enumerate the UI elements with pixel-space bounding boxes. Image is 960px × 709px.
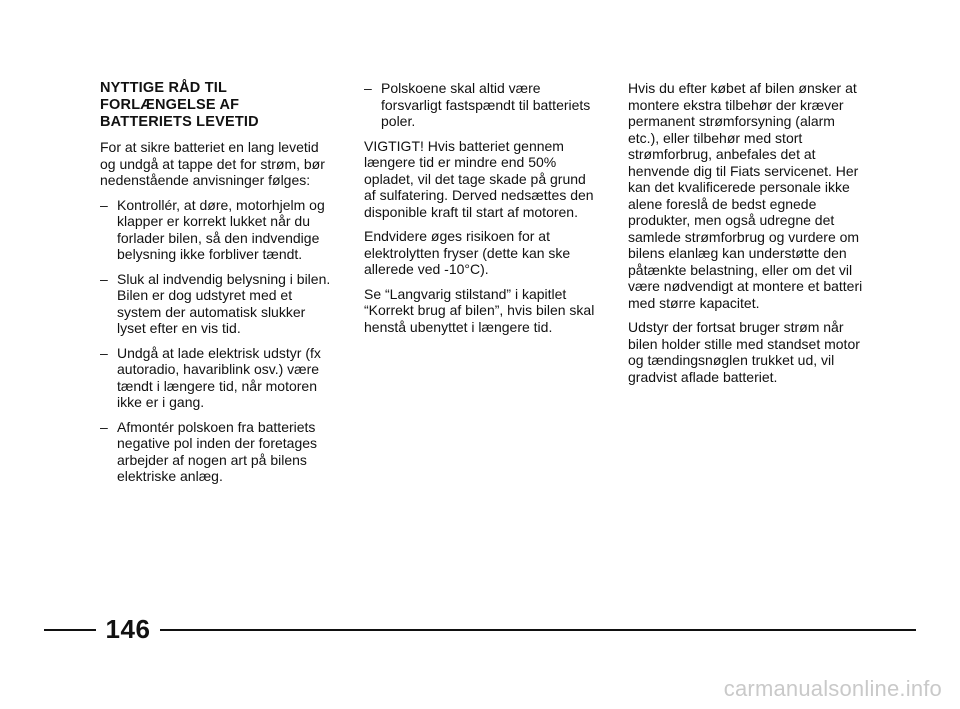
freeze-risk-paragraph: Endvidere øges risikoen for at elektrolytten fryser (dette kan ske allerede ved -10°C). [364,228,571,277]
list-item [364,80,600,130]
dash-bullet: – [100,270,108,287]
dash-bullet: – [100,344,108,361]
accessory-paragraph: Hvis du efter købet af bilen ønsker at montere ekstra tilbehør der kræver permanent strømforsyning (alarm etc.), eller tilbehør med stort strømforbrug, anbefales det at henvende dig til Fiats servicenet. Her kan det kvalificerede personale ikke alene foreslå de bedst egnede produkter, men også udregne det samlede strømforbrug og vurdere om bilens elanlæg kan understøtte den påtænkte belastning, eller om det vil være nødvendigt at montere et batteri med større kapacitet. [628,80,863,311]
section-heading: NYTTIGE RÅD TIL FORLÆNGELSE AF BATTERIETS LEVETID [100,80,259,130]
list-item [100,197,332,263]
page-number: 146 [105,614,151,644]
storage-reference-paragraph: Se “Langvarig stilstand” i kapitlet “Korrekt brug af bilen”, hvis bilen skal henstå ubenyttet i længere tid. [364,285,595,335]
footer-rule-right [160,629,916,631]
list-item [100,419,332,485]
list-item-text: Polskoene skal altid være forsvarligt fastspændt til batteriets poler. [381,80,591,129]
list-item-text: Kontrollér, at døre, motorhjelm og klapper er korrekt lukket når du forlader bilen, så den indvendige belysning ikke forbliver tændt. [117,196,325,262]
discharge-paragraph: Udstyr der fortsat bruger strøm når bilen holder stille med standset motor og tændingsnøglen trukket ud, vil gradvist aflade batteriet. [628,319,860,385]
list-item-text: Undgå at lade elektrisk udstyr (fx autoradio, havariblink osv.) være tændt i længere tid, når motoren ikke er i gang. [117,344,321,410]
dash-bullet: – [100,196,108,213]
watermark: carmanualsonline.info [723,676,942,701]
middle-column [364,80,600,343]
advice-list [100,197,332,485]
list-item-text: Afmontér polskoen fra batteriets negative pol inden der foretages arbejder af nogen art på bilens elektriske anlæg. [117,418,318,484]
left-column [100,80,332,493]
list-item-text: Sluk al indvendig belysning i bilen. Bilen er dog udstyret med et system der automatisk slukker lyset efter en vis tid. [117,270,331,336]
warning-paragraph: VIGTIGT! Hvis batteriet gennem længere tid er mindre end 50% opladet, vil det tage skade på grund af sulfatering. Derved nedsættes den disponible kraft til start af motoren. [364,137,594,220]
right-column [628,80,868,393]
list-item [100,271,332,337]
intro-paragraph: For at sikre batteriet en lang levetid og undgå at tappe det for strøm, bør nedenstående anvisninger følges: [100,139,325,188]
dash-bullet: – [364,80,372,96]
footer-rule-left [44,629,96,631]
advice-list-continued [364,80,600,130]
dash-bullet: – [100,418,108,435]
list-item [100,345,332,411]
